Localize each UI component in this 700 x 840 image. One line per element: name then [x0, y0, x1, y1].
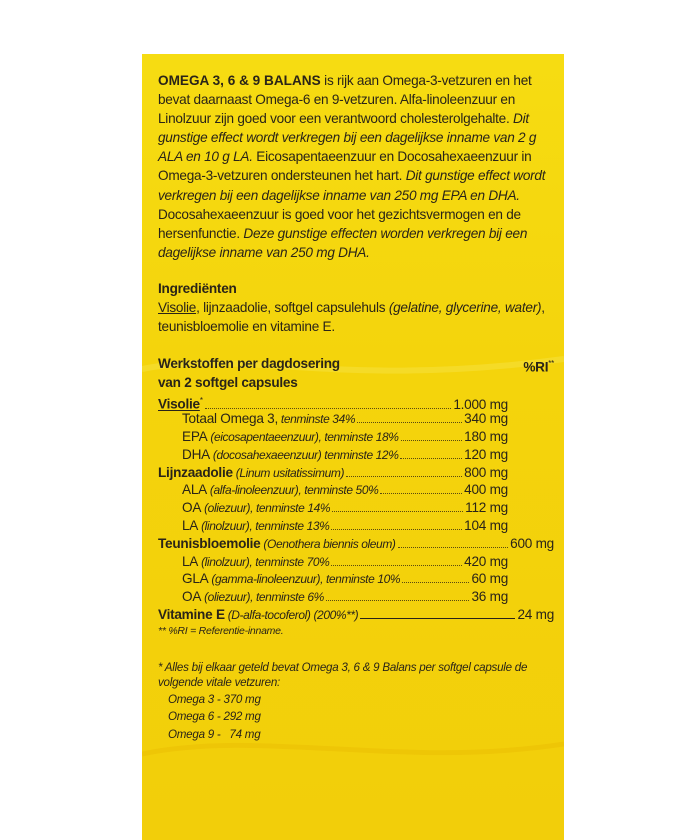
row-detail: (Linum usitatissimum) — [232, 465, 345, 480]
table-subrow — [158, 446, 554, 464]
row-sup: * — [199, 396, 203, 406]
intro-claim: Deze gunstige effecten worden verkregen bij een dagelijkse inname van 250 mg DHA. — [158, 225, 528, 260]
row-name — [182, 481, 378, 500]
row-title: LA — [182, 517, 199, 533]
ingredient-visolie: Visolie — [158, 300, 197, 316]
row-name — [158, 464, 344, 483]
intro-text: is rijk aan Omega-3-vetzuren en het bevat daarnaast Omega-6 en 9-vetzuren. Alfa-linoleenzuur en Linolzuur zijn goed voor een verantwoord cholesterolgehalte. — [158, 73, 532, 127]
row-value: 420 mg — [464, 553, 508, 569]
ingredients-text — [158, 298, 554, 336]
row-name — [182, 588, 324, 607]
table-row-vitamine-e — [158, 606, 554, 624]
dot-leader — [380, 493, 462, 494]
row-name — [182, 570, 400, 589]
fatty-acid-note — [158, 660, 554, 744]
row-title: GLA — [182, 571, 209, 587]
row-title: OA — [182, 589, 202, 605]
ingredients-part: , lijnzaadolie, softgel capsulehuls — [196, 300, 389, 316]
row-name — [158, 535, 396, 554]
ri-sup: ** — [548, 359, 554, 369]
row-title: Vitamine E — [158, 606, 225, 622]
row-title: EPA — [182, 429, 208, 444]
row-title: Lijnzaadolie — [158, 464, 233, 480]
row-title: OA — [182, 500, 202, 516]
dot-leader — [401, 440, 463, 441]
ri-header — [523, 354, 554, 377]
table-subrow — [158, 499, 554, 517]
row-detail: (linolzuur), tenminste 70% — [198, 554, 330, 569]
intro-claim: Dit gunstige effect wordt verkregen bij een dagelijkse inname van 2 g ALA en 10 g LA. — [158, 111, 537, 165]
dot-leader — [402, 582, 469, 583]
row-title: ALA — [182, 482, 207, 498]
row-name — [182, 428, 399, 447]
table-subrow — [158, 570, 554, 588]
note-text: * Alles bij elkaar geteld bevat Omega 3, 6 & 9 Balans per softgel capsule de volgende vitale vetzuren: — [158, 660, 528, 690]
visolie-subrows — [158, 410, 554, 463]
row-value: 340 mg — [464, 411, 508, 427]
row-detail: (Oenothera biennis oleum) — [260, 536, 396, 551]
dot-leader — [357, 422, 462, 423]
dot-leader — [346, 476, 462, 477]
intro-text: Eicosapentaeenzuur en Docosahexaeenzuur in Omega-3-vetzuren ondersteunen het hart. — [158, 149, 532, 184]
label-panel — [142, 54, 564, 840]
row-name — [182, 410, 355, 429]
note-item: Omega 3 - 370 mg — [168, 692, 261, 706]
ri-label: %RI — [523, 359, 549, 375]
table-row-teunisbloemolie — [158, 535, 554, 553]
row-value: 24 mg — [517, 606, 554, 622]
row-value: 104 mg — [464, 517, 508, 533]
table-title: van 2 softgel capsules — [158, 375, 298, 391]
note-item: Omega 9 - 74 mg — [168, 727, 261, 741]
row-detail: (alfa-linoleenzuur), tenminste 50% — [206, 483, 379, 498]
row-title: Totaal Omega 3, — [182, 411, 278, 427]
table-header — [158, 354, 554, 392]
row-title: Teunisbloemolie — [158, 535, 261, 551]
row-value: 112 mg — [465, 500, 508, 516]
row-value: 120 mg — [464, 446, 508, 462]
rule-line — [360, 618, 515, 619]
table-row-lijnzaadolie — [158, 464, 554, 482]
table-subrow — [158, 410, 554, 428]
row-name — [182, 499, 330, 518]
row-value: 800 mg — [464, 464, 508, 480]
row-name — [182, 446, 398, 465]
row-value: 400 mg — [464, 482, 508, 498]
table-title: Werkstoffen per dagdosering — [158, 356, 340, 372]
row-detail: (oliezuur), tenminste 14% — [201, 501, 331, 516]
table-subrow — [158, 481, 554, 499]
table-subrow — [158, 517, 554, 535]
dot-leader — [332, 511, 463, 512]
table-row-visolie — [158, 392, 554, 410]
row-value: 180 mg — [464, 429, 508, 444]
dot-leader — [326, 600, 470, 601]
row-value: 600 mg — [510, 535, 554, 551]
dot-leader — [205, 408, 452, 409]
row-detail: (eicosapentaeenzuur), tenminste 18% — [207, 430, 399, 444]
row-detail: (oliezuur), tenminste 6% — [201, 590, 324, 605]
intro-paragraph — [158, 71, 554, 262]
row-value: 60 mg — [471, 571, 508, 587]
row-title: Visolie — [158, 396, 200, 412]
intro-claim: Dit gunstige effect wordt verkregen bij een dagelijkse inname van 250 mg EPA en DHA. — [158, 168, 546, 203]
label-content — [158, 71, 554, 744]
table-subrow — [158, 588, 554, 606]
teunis-subrows — [158, 553, 554, 606]
intro-text: Docosahexaeenzuur is goed voor het gezichtsvermogen en de hersenfunctie. — [158, 206, 521, 241]
dot-leader — [400, 458, 462, 459]
lijnzaad-subrows — [158, 481, 554, 534]
row-detail: tenminste 34% — [278, 412, 356, 427]
row-detail: (linolzuur), tenminste 13% — [198, 518, 330, 533]
ingredients-part: , teunisbloemolie en vitamine E. — [158, 300, 545, 335]
row-detail: (D-alfa-tocoferol) (200%**) — [224, 607, 359, 622]
dot-leader — [331, 529, 462, 530]
ingredients-title: Ingrediënten — [158, 280, 237, 296]
ri-footnote: ** %RI = Referentie-inname. — [158, 624, 284, 637]
row-title: LA — [182, 553, 199, 569]
row-value: 36 mg — [471, 589, 508, 605]
table-subrow — [158, 553, 554, 571]
row-name — [158, 606, 358, 625]
brand-name: OMEGA 3, 6 & 9 BALANS — [158, 73, 321, 88]
table-subrow — [158, 428, 554, 446]
row-name — [182, 517, 329, 536]
dot-leader — [331, 565, 462, 566]
note-item: Omega 6 - 292 mg — [168, 710, 261, 724]
note-list — [158, 691, 554, 744]
row-detail: (docosahexaeenzuur) tenminste 12% — [209, 447, 399, 462]
row-title: DHA — [182, 446, 210, 462]
row-name — [182, 553, 329, 572]
dot-leader — [398, 547, 509, 548]
row-detail: (gamma-linoleenzuur), tenminste 10% — [208, 572, 401, 587]
ingredients-part: (gelatine, glycerine, water) — [388, 300, 542, 316]
row-value: 1.000 mg — [453, 396, 508, 412]
